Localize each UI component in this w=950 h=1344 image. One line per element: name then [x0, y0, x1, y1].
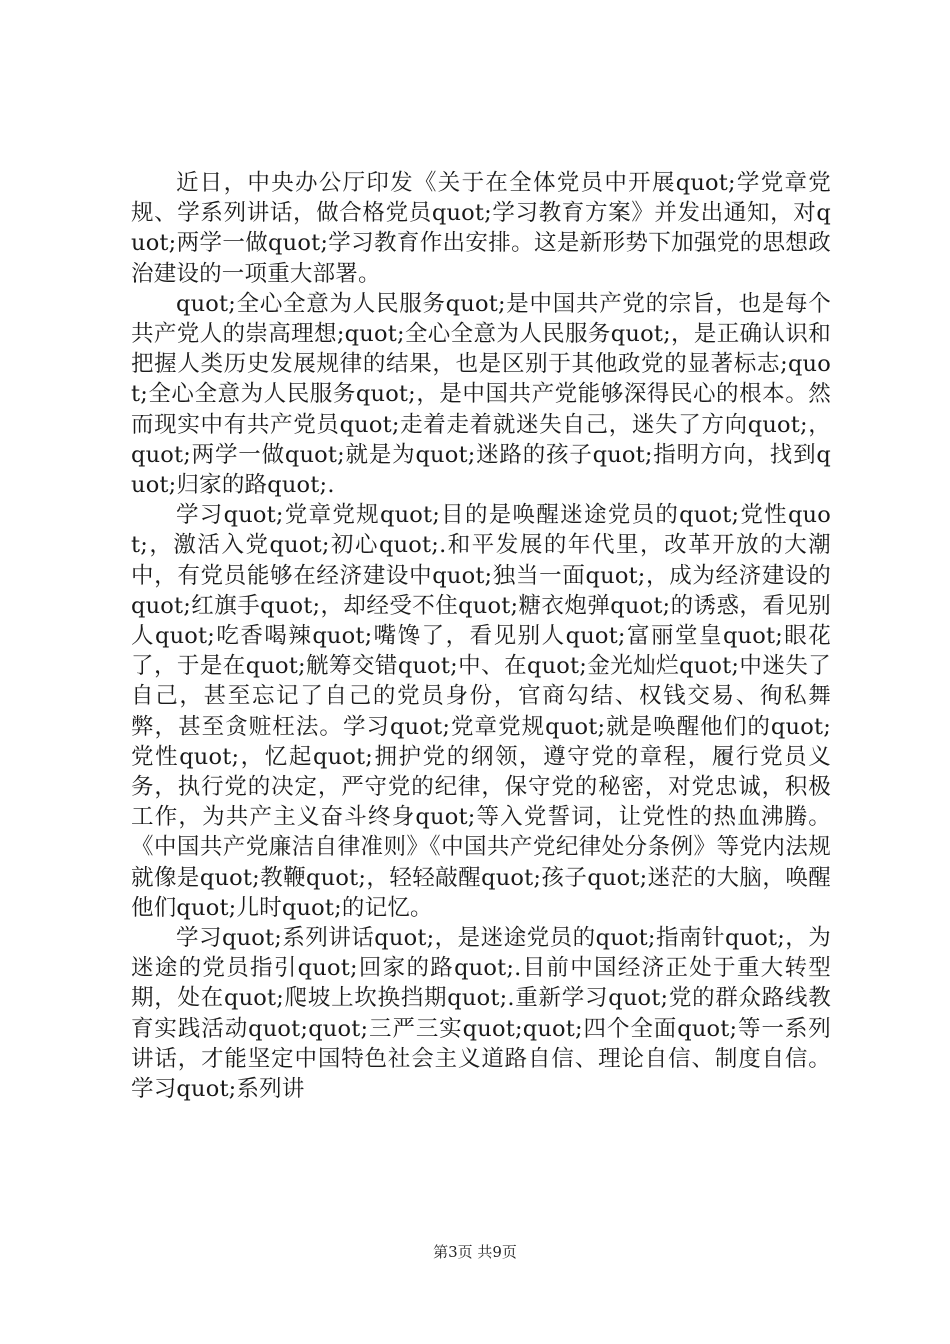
document-body [131, 168, 831, 1104]
paragraph-4: 学习quot;系列讲话quot;，是迷途党员的quot;指南针quot;，为迷途的党员指引quot;回家的路quot;.目前中国经济正处于重大转型期，处在quot;爬坡上坎换挡期quot;.重新学习quot;党的群众路线教育实践活动quot;quot;三严三实quot;quot;四个全面quot;等一系列讲话，才能坚定中国特色社会主义道路自信、理论自信、制度自信。学习quot;系列讲 [131, 925, 831, 1103]
paragraph-2: quot;全心全意为人民服务quot;是中国共产党的宗旨，也是每个共产党人的崇高理想;quot;全心全意为人民服务quot;，是正确认识和把握人类历史发展规律的结果，也是区别于其他政党的显著标志;quot;全心全意为人民服务quot;，是中国共产党能够深得民心的根本。然而现实中有共产党员quot;走着走着就迷失自己，迷失了方向quot;，quot;两学一做quot;就是为quot;迷路的孩子quot;指明方向，找到quot;归家的路quot;. [131, 290, 831, 499]
page-number-indicator: 第3页 共9页 [433, 1243, 517, 1261]
paragraph-3: 学习quot;党章党规quot;目的是唤醒迷途党员的quot;党性quot;，激活入党quot;初心quot;.和平发展的年代里，改革开放的大潮中，有党员能够在经济建设中quot;独当一面quot;，成为经济建设的quot;红旗手quot;，却经受不住quot;糖衣炮弹quot;的诱惑，看见别人quot;吃香喝辣quot;嘴馋了，看见别人quot;富丽堂皇quot;眼花了，于是在quot;觥筹交错quot;中、在quot;金光灿烂quot;中迷失了自己，甚至忘记了自己的党员身份，官商勾结、权钱交易、徇私舞弊，甚至贪赃枉法。学习quot;党章党规quot;就是唤醒他们的quot;党性quot;，忆起quot;拥护党的纲领，遵守党的章程，履行党员义务，执行党的决定，严守党的纪律，保守党的秘密，对党忠诚，积极工作，为共产主义奋斗终身quot;等入党誓词，让党性的热血沸腾。《中国共产党廉洁自律准则》《中国共产党纪律处分条例》等党内法规就像是quot;教鞭quot;，轻轻敲醒quot;孩子quot;迷茫的大脑，唤醒他们quot;儿时quot;的记忆。 [131, 502, 831, 921]
paragraph-1: 近日，中央办公厅印发《关于在全体党员中开展quot;学党章党规、学系列讲话，做合格党员quot;学习教育方案》并发出通知，对quot;两学一做quot;学习教育作出安排。这是新形势下加强党的思想政治建设的一项重大部署。 [131, 170, 831, 287]
page-footer [0, 1242, 950, 1262]
